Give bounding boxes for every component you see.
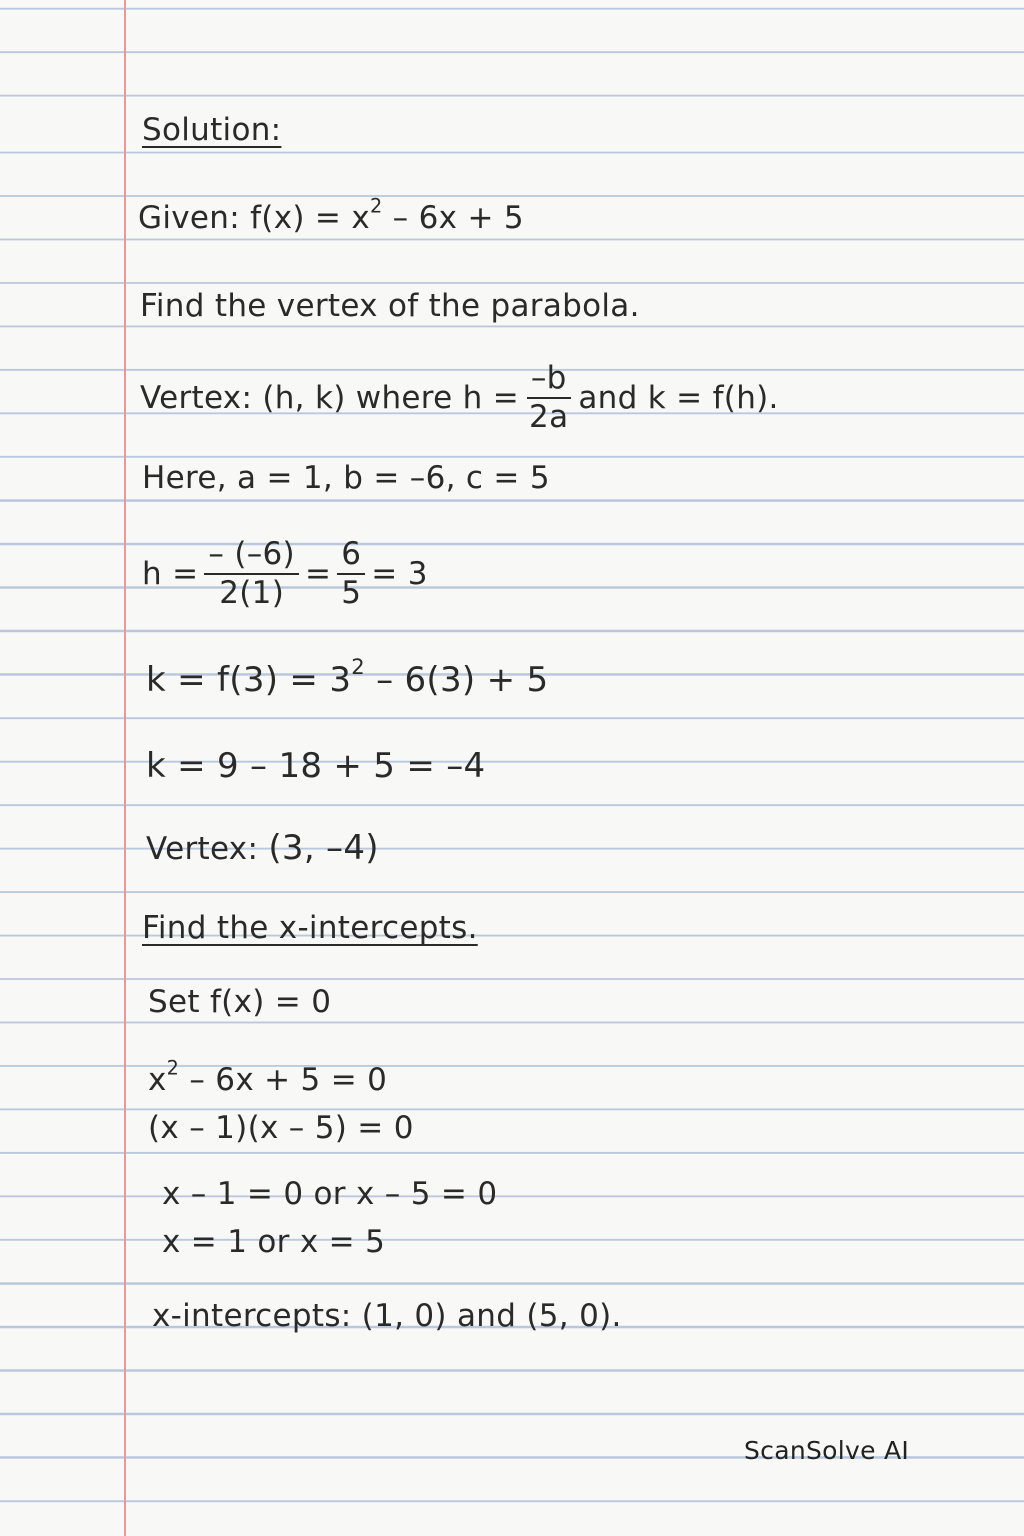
roots: x = 1 or x = 5 xyxy=(162,1224,386,1260)
k-calculation-1: $k = f(3) = 3^2 - 6(3) + 5$ xyxy=(146,654,549,700)
h-fraction-2: $\frac{6}{5}$ xyxy=(337,538,365,609)
given-line: Given: $f(x) = x^2 - 6x + 5$ xyxy=(138,194,524,236)
k-calculation-2: k = 9 – 18 + 5 = –4 xyxy=(146,746,486,786)
formula-fraction: $\frac{-b}{2a}$ xyxy=(525,362,572,433)
signature: ScanSolve AI xyxy=(744,1436,910,1465)
heading: Solution: xyxy=(142,112,282,148)
vertex-result: Vertex: (3, –4) xyxy=(146,828,379,868)
roots-equations: x – 1 = 0 or x – 5 = 0 xyxy=(162,1176,498,1212)
margin-line xyxy=(124,0,126,1536)
coefficients-line: Here, a = 1, b = –6, c = 5 xyxy=(142,460,550,496)
h-fraction-1: $\frac{- (-6)}{2(1)}$ xyxy=(204,538,299,609)
set-zero-line: Set f(x) = 0 xyxy=(148,984,332,1020)
step-vertex: Find the vertex of the parabola. xyxy=(140,288,640,324)
h-calculation: h = $\frac{- (-6)}{2(1)}$ = $\frac{6}{5}$ = 3 xyxy=(142,536,428,611)
intercepts-result: x-intercepts: (1, 0) and (5, 0). xyxy=(152,1298,622,1334)
step-intercepts: Find the x-intercepts. xyxy=(142,910,478,946)
factored-equation: (x – 1)(x – 5) = 0 xyxy=(148,1110,414,1146)
quadratic-equation: $x^2 - 6x + 5 = 0$ xyxy=(148,1056,388,1098)
vertex-formula: Vertex: (h, k) where h = $\frac{-b}{2a}$ and k = f(h). xyxy=(140,360,779,435)
